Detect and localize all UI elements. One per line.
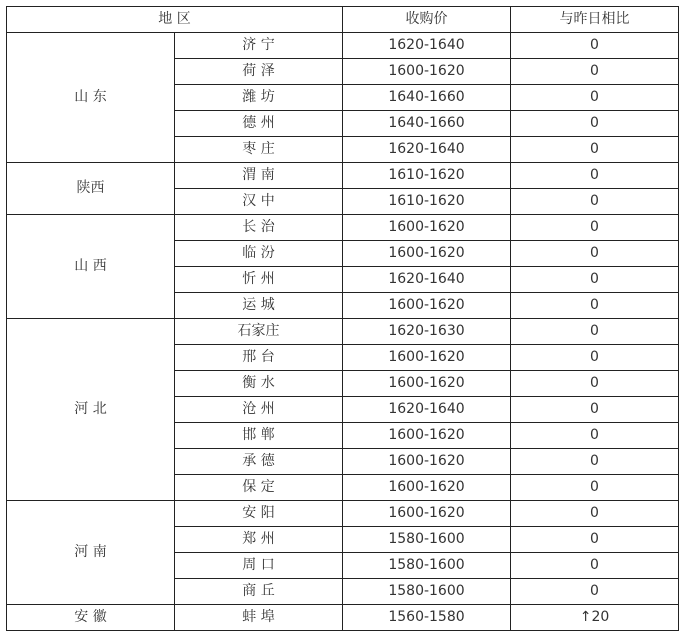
change-cell: 0 bbox=[511, 423, 679, 449]
change-cell: 0 bbox=[511, 475, 679, 501]
price-cell: 1600-1620 bbox=[343, 423, 511, 449]
price-table bbox=[6, 6, 679, 631]
city-cell: 衡 水 bbox=[175, 371, 343, 397]
price-cell: 1600-1620 bbox=[343, 241, 511, 267]
province-cell: 山 西 bbox=[7, 215, 175, 319]
change-cell: 0 bbox=[511, 449, 679, 475]
header-row bbox=[7, 7, 679, 33]
change-cell: 0 bbox=[511, 527, 679, 553]
change-cell: 0 bbox=[511, 215, 679, 241]
price-cell: 1600-1620 bbox=[343, 449, 511, 475]
price-cell: 1600-1620 bbox=[343, 371, 511, 397]
city-cell: 蚌 埠 bbox=[175, 605, 343, 631]
header-change: 与昨日相比 bbox=[511, 7, 679, 33]
price-cell: 1580-1600 bbox=[343, 527, 511, 553]
price-cell: 1620-1640 bbox=[343, 267, 511, 293]
city-cell: 石家庄 bbox=[175, 319, 343, 345]
price-cell: 1600-1620 bbox=[343, 59, 511, 85]
change-cell: 0 bbox=[511, 241, 679, 267]
province-cell: 安 徽 bbox=[7, 605, 175, 631]
city-cell: 济 宁 bbox=[175, 33, 343, 59]
city-cell: 沧 州 bbox=[175, 397, 343, 423]
province-cell: 河 北 bbox=[7, 319, 175, 501]
change-cell: 0 bbox=[511, 371, 679, 397]
header-region: 地 区 bbox=[7, 7, 343, 33]
price-cell: 1620-1640 bbox=[343, 397, 511, 423]
city-cell: 承 德 bbox=[175, 449, 343, 475]
price-cell: 1600-1620 bbox=[343, 293, 511, 319]
city-cell: 忻 州 bbox=[175, 267, 343, 293]
city-cell: 枣 庄 bbox=[175, 137, 343, 163]
change-cell: 0 bbox=[511, 345, 679, 371]
price-cell: 1600-1620 bbox=[343, 215, 511, 241]
province-cell: 河 南 bbox=[7, 501, 175, 605]
change-cell: 0 bbox=[511, 501, 679, 527]
change-cell: 0 bbox=[511, 267, 679, 293]
price-cell: 1600-1620 bbox=[343, 501, 511, 527]
table-row bbox=[7, 215, 679, 241]
change-cell: 0 bbox=[511, 85, 679, 111]
table-row bbox=[7, 319, 679, 345]
province-cell: 陕西 bbox=[7, 163, 175, 215]
table-row bbox=[7, 33, 679, 59]
change-cell: 0 bbox=[511, 397, 679, 423]
city-cell: 长 治 bbox=[175, 215, 343, 241]
change-cell: 0 bbox=[511, 319, 679, 345]
change-cell: 0 bbox=[511, 163, 679, 189]
city-cell: 邢 台 bbox=[175, 345, 343, 371]
city-cell: 临 汾 bbox=[175, 241, 343, 267]
price-cell: 1620-1640 bbox=[343, 137, 511, 163]
change-cell: 0 bbox=[511, 137, 679, 163]
province-cell: 山 东 bbox=[7, 33, 175, 163]
change-cell: 0 bbox=[511, 293, 679, 319]
change-cell: 0 bbox=[511, 59, 679, 85]
price-cell: 1620-1640 bbox=[343, 33, 511, 59]
city-cell: 郑 州 bbox=[175, 527, 343, 553]
price-cell: 1610-1620 bbox=[343, 189, 511, 215]
city-cell: 潍 坊 bbox=[175, 85, 343, 111]
price-cell: 1600-1620 bbox=[343, 345, 511, 371]
city-cell: 荷 泽 bbox=[175, 59, 343, 85]
city-cell: 汉 中 bbox=[175, 189, 343, 215]
price-cell: 1560-1580 bbox=[343, 605, 511, 631]
price-cell: 1580-1600 bbox=[343, 553, 511, 579]
change-cell: ↑20 bbox=[511, 605, 679, 631]
city-cell: 周 口 bbox=[175, 553, 343, 579]
price-cell: 1620-1630 bbox=[343, 319, 511, 345]
city-cell: 德 州 bbox=[175, 111, 343, 137]
city-cell: 邯 郸 bbox=[175, 423, 343, 449]
city-cell: 保 定 bbox=[175, 475, 343, 501]
change-cell: 0 bbox=[511, 579, 679, 605]
change-cell: 0 bbox=[511, 33, 679, 59]
change-cell: 0 bbox=[511, 111, 679, 137]
table-row bbox=[7, 501, 679, 527]
change-cell: 0 bbox=[511, 553, 679, 579]
price-cell: 1580-1600 bbox=[343, 579, 511, 605]
city-cell: 安 阳 bbox=[175, 501, 343, 527]
price-cell: 1640-1660 bbox=[343, 111, 511, 137]
table-row bbox=[7, 163, 679, 189]
city-cell: 渭 南 bbox=[175, 163, 343, 189]
table-body bbox=[7, 33, 679, 631]
change-cell: 0 bbox=[511, 189, 679, 215]
city-cell: 商 丘 bbox=[175, 579, 343, 605]
city-cell: 运 城 bbox=[175, 293, 343, 319]
price-cell: 1640-1660 bbox=[343, 85, 511, 111]
price-cell: 1600-1620 bbox=[343, 475, 511, 501]
table-row bbox=[7, 605, 679, 631]
price-cell: 1610-1620 bbox=[343, 163, 511, 189]
header-price: 收购价 bbox=[343, 7, 511, 33]
